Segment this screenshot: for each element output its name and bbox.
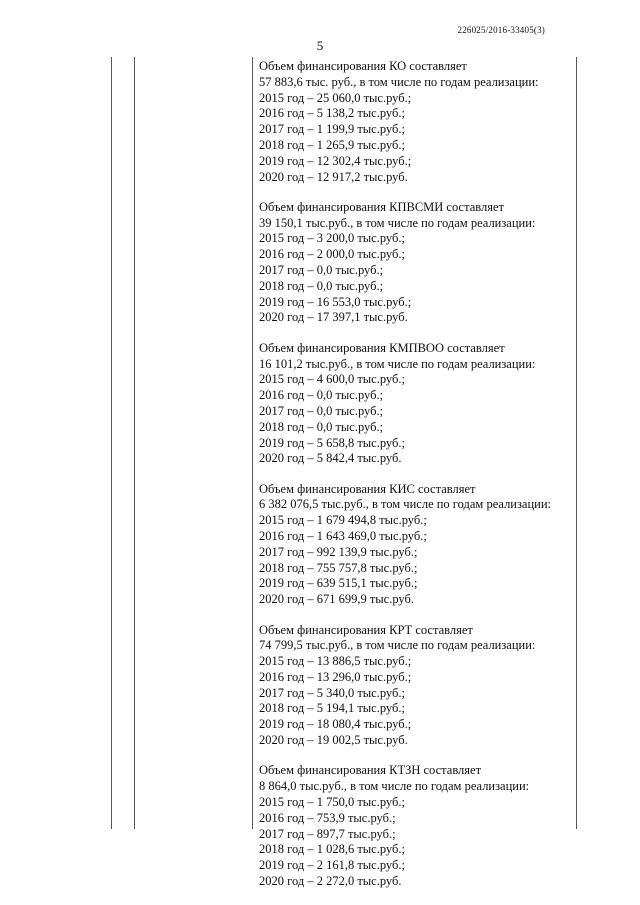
table-column-divider bbox=[134, 57, 135, 829]
page-number: 5 bbox=[316, 38, 324, 53]
year-line: 2016 год – 5 138,2 тыс.руб.; bbox=[259, 106, 405, 121]
year-line: 2018 год – 5 194,1 тыс.руб.; bbox=[259, 701, 405, 716]
financing-table bbox=[111, 57, 577, 888]
year-line: 2015 год – 1 679 494,8 тыс.руб.; bbox=[259, 513, 427, 528]
year-line: 2017 год – 5 340,0 тыс.руб.; bbox=[259, 685, 405, 700]
financing-cell bbox=[259, 59, 575, 890]
block-title: Объем финансирования КМПВОО составляет bbox=[259, 340, 505, 355]
year-line: 2020 год – 2 272,0 тыс.руб. bbox=[259, 873, 402, 888]
year-line: 2018 год – 0,0 тыс.руб.; bbox=[259, 419, 384, 434]
year-line: 2020 год – 19 002,5 тыс.руб. bbox=[259, 733, 408, 748]
year-line: 2017 год – 0,0 тыс.руб.; bbox=[259, 263, 384, 278]
block-total: 16 101,2 тыс.руб., в том числе по годам реализации: bbox=[259, 356, 536, 371]
year-line: 2019 год – 16 553,0 тыс.руб.; bbox=[259, 294, 412, 309]
year-line: 2018 год – 1 265,9 тыс.руб.; bbox=[259, 137, 405, 152]
block-total: 74 799,5 тыс.руб., в том числе по годам реализации: bbox=[259, 638, 536, 653]
document-id: 226025/2016-33405(3) bbox=[457, 25, 545, 35]
year-line: 2016 год – 0,0 тыс.руб.; bbox=[259, 388, 384, 403]
year-line: 2015 год – 4 600,0 тыс.руб.; bbox=[259, 372, 405, 387]
year-line: 2019 год – 639 515,1 тыс.руб.; bbox=[259, 576, 418, 591]
year-line: 2020 год – 5 842,4 тыс.руб. bbox=[259, 451, 402, 466]
year-line: 2018 год – 0,0 тыс.руб.; bbox=[259, 278, 384, 293]
year-line: 2016 год – 753,9 тыс.руб.; bbox=[259, 810, 396, 825]
year-line: 2018 год – 755 757,8 тыс.руб.; bbox=[259, 560, 418, 575]
year-line: 2015 год – 3 200,0 тыс.руб.; bbox=[259, 231, 405, 246]
year-line: 2017 год – 0,0 тыс.руб.; bbox=[259, 403, 384, 418]
financing-block-ko bbox=[259, 59, 575, 185]
table-column-divider bbox=[252, 57, 253, 829]
year-line: 2016 год – 1 643 469,0 тыс.руб.; bbox=[259, 529, 427, 544]
year-line: 2019 год – 18 080,4 тыс.руб.; bbox=[259, 717, 412, 732]
block-total: 39 150,1 тыс.руб., в том числе по годам реализации: bbox=[259, 215, 536, 230]
year-line: 2019 год – 5 658,8 тыс.руб.; bbox=[259, 435, 405, 450]
year-line: 2020 год – 17 397,1 тыс.руб. bbox=[259, 310, 408, 325]
year-line: 2017 год – 1 199,9 тыс.руб.; bbox=[259, 122, 405, 137]
year-line: 2019 год – 12 302,4 тыс.руб.; bbox=[259, 153, 412, 168]
financing-block-kis bbox=[259, 482, 575, 608]
year-line: 2020 год – 12 917,2 тыс.руб. bbox=[259, 169, 408, 184]
year-line: 2019 год – 2 161,8 тыс.руб.; bbox=[259, 858, 405, 873]
financing-block-ktzn bbox=[259, 763, 575, 889]
year-line: 2017 год – 897,7 тыс.руб.; bbox=[259, 826, 396, 841]
year-line: 2015 год – 13 886,5 тыс.руб.; bbox=[259, 654, 412, 669]
year-line: 2015 год – 25 060,0 тыс.руб.; bbox=[259, 90, 412, 105]
year-line: 2018 год – 1 028,6 тыс.руб.; bbox=[259, 842, 405, 857]
block-title: Объем финансирования КО составляет bbox=[259, 59, 467, 73]
block-total: 57 883,6 тыс. руб., в том числе по годам реализации: bbox=[259, 74, 539, 89]
year-line: 2016 год – 13 296,0 тыс.руб.; bbox=[259, 669, 412, 684]
financing-block-kmpvoo bbox=[259, 341, 575, 467]
block-title: Объем финансирования КИС составляет bbox=[259, 481, 476, 496]
year-line: 2020 год – 671 699,9 тыс.руб. bbox=[259, 592, 415, 607]
block-title: Объем финансирования КРТ составляет bbox=[259, 622, 473, 637]
block-title: Объем финансирования КТЗН составляет bbox=[259, 763, 482, 778]
year-line: 2017 год – 992 139,9 тыс.руб.; bbox=[259, 544, 418, 559]
year-line: 2016 год – 2 000,0 тыс.руб.; bbox=[259, 247, 405, 262]
block-title: Объем финансирования КПВСМИ составляет bbox=[259, 199, 504, 214]
financing-block-kpvsmi bbox=[259, 200, 575, 326]
year-line: 2015 год – 1 750,0 тыс.руб.; bbox=[259, 794, 405, 809]
block-total: 6 382 076,5 тыс.руб., в том числе по годам реализации: bbox=[259, 497, 552, 512]
block-total: 8 864,0 тыс.руб., в том числе по годам реализации: bbox=[259, 779, 530, 794]
financing-block-krt bbox=[259, 623, 575, 749]
